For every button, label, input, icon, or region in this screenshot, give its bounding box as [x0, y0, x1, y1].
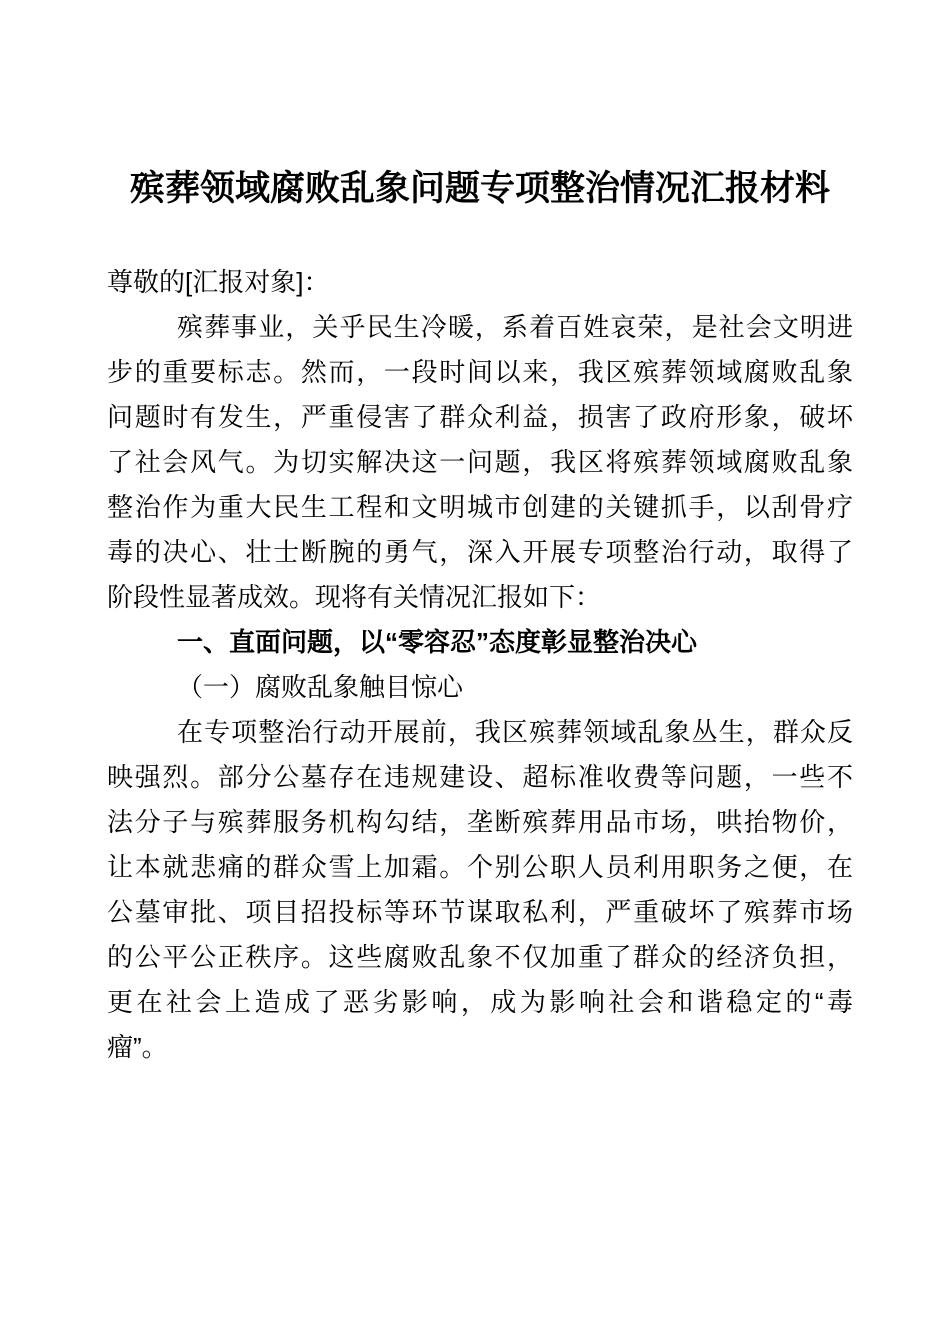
paragraph-line: 毒的决心、壮士断腕的勇气，深入开展专项整治行动，取得了: [107, 537, 853, 567]
section-heading-1: 一、直面问题，以“零容忍”态度彰显整治决心: [177, 627, 698, 657]
paragraph-1: [107, 305, 853, 620]
paragraph-line: 映强烈。部分公墓存在违规建设、超标准收费等问题，一些不: [107, 762, 853, 792]
paragraph-2: [107, 710, 853, 1070]
document-title: 殡葬领域腐败乱象问题专项整治情况汇报材料: [129, 169, 830, 208]
paragraph-line: 更在社会上造成了恶劣影响，成为影响社会和谐稳定的“毒: [107, 987, 853, 1017]
paragraph-line: 的公平公正秩序。这些腐败乱象不仅加重了群众的经济负担，: [107, 942, 853, 972]
paragraph-line: 了社会风气。为切实解决这一问题，我区将殡葬领域腐败乱象: [107, 447, 853, 477]
paragraph-line: 阶段性显著成效。现将有关情况汇报如下：: [107, 582, 602, 612]
salutation-line: 尊敬的[汇报对象]：: [107, 267, 330, 297]
paragraph-line: 让本就悲痛的群众雪上加霜。个别公职人员利用职务之便，在: [107, 852, 853, 882]
paragraph-line: 问题时有发生，严重侵害了群众利益，损害了政府形象，破坏: [107, 402, 853, 432]
paragraph-line: 法分子与殡葬服务机构勾结，垄断殡葬用品市场，哄抬物价，: [107, 807, 853, 837]
section-subheading-1: （一）腐败乱象触目惊心: [177, 672, 464, 702]
paragraph-line: 步的重要标志。然而，一段时间以来，我区殡葬领域腐败乱象: [107, 357, 853, 387]
paragraph-line: 在专项整治行动开展前，我区殡葬领域乱象丛生，群众反: [177, 717, 853, 747]
paragraph-line: 瘤”。: [107, 1032, 168, 1062]
paragraph-line: 公墓审批、项目招投标等环节谋取私利，严重破坏了殡葬市场: [107, 897, 853, 927]
paragraph-line: 整治作为重大民生工程和文明城市创建的关键抓手，以刮骨疗: [107, 492, 853, 522]
paragraph-line: 殡葬事业，关乎民生冷暖，系着百姓哀荣，是社会文明进: [177, 312, 853, 342]
